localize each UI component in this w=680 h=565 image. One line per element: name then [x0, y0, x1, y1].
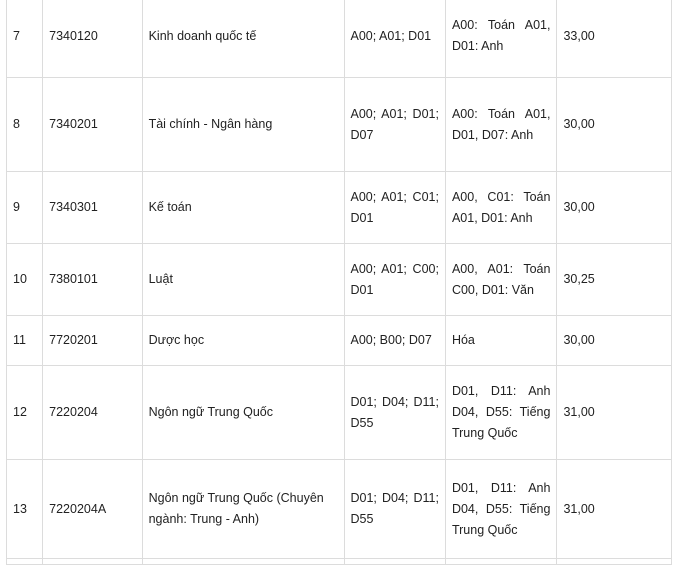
empty-cell	[344, 559, 445, 565]
empty-cell	[445, 559, 557, 565]
subject-combination-cell: A00; A01; C01; D01	[344, 172, 445, 244]
subject-combination-cell: A00; A01; D01; D07	[344, 78, 445, 172]
admissions-table	[6, 0, 672, 565]
major-code-cell: 7720201	[43, 316, 142, 366]
weighted-subject-cell: Hóa	[445, 316, 557, 366]
cutoff-score-cell: 31,00	[557, 366, 672, 460]
table-row	[7, 78, 672, 172]
weighted-subject-cell: D01, D11: Anh D04, D55: Tiếng Trung Quốc	[445, 366, 557, 460]
weighted-subject-cell: D01, D11: Anh D04, D55: Tiếng Trung Quốc	[445, 460, 557, 559]
table-row-partial	[7, 559, 672, 565]
empty-cell	[43, 559, 142, 565]
major-code-cell: 7380101	[43, 244, 142, 316]
cutoff-score-cell: 30,25	[557, 244, 672, 316]
cutoff-score-cell: 30,00	[557, 78, 672, 172]
major-code-cell: 7220204A	[43, 460, 142, 559]
table-row	[7, 316, 672, 366]
major-name-cell: Tài chính - Ngân hàng	[142, 78, 344, 172]
cutoff-score-cell: 30,00	[557, 316, 672, 366]
subject-combination-cell: D01; D04; D11; D55	[344, 460, 445, 559]
row-number-cell: 7	[7, 0, 43, 78]
weighted-subject-cell: A00, A01: Toán C00, D01: Văn	[445, 244, 557, 316]
table-row	[7, 244, 672, 316]
empty-cell	[142, 559, 344, 565]
major-code-cell: 7220204	[43, 366, 142, 460]
table-row	[7, 172, 672, 244]
cutoff-score-cell: 30,00	[557, 172, 672, 244]
subject-combination-cell: A00; B00; D07	[344, 316, 445, 366]
row-number-cell: 11	[7, 316, 43, 366]
major-name-cell: Ngôn ngữ Trung Quốc (Chuyên ngành: Trung - Anh)	[142, 460, 344, 559]
subject-combination-cell: A00; A01; C00; D01	[344, 244, 445, 316]
weighted-subject-cell: A00: Toán A01, D01: Anh	[445, 0, 557, 78]
row-number-cell: 10	[7, 244, 43, 316]
major-code-cell: 7340201	[43, 78, 142, 172]
cutoff-score-cell: 33,00	[557, 0, 672, 78]
major-name-cell: Luật	[142, 244, 344, 316]
row-number-cell: 8	[7, 78, 43, 172]
major-name-cell: Kế toán	[142, 172, 344, 244]
cutoff-score-cell: 31,00	[557, 460, 672, 559]
empty-cell	[557, 559, 672, 565]
subject-combination-cell: D01; D04; D11; D55	[344, 366, 445, 460]
major-name-cell: Kinh doanh quốc tế	[142, 0, 344, 78]
major-name-cell: Dược học	[142, 316, 344, 366]
major-code-cell: 7340301	[43, 172, 142, 244]
major-name-cell: Ngôn ngữ Trung Quốc	[142, 366, 344, 460]
major-code-cell: 7340120	[43, 0, 142, 78]
table-row	[7, 460, 672, 559]
table-row	[7, 0, 672, 78]
row-number-cell: 13	[7, 460, 43, 559]
table-row	[7, 366, 672, 460]
subject-combination-cell: A00; A01; D01	[344, 0, 445, 78]
weighted-subject-cell: A00, C01: Toán A01, D01: Anh	[445, 172, 557, 244]
row-number-cell: 12	[7, 366, 43, 460]
empty-cell	[7, 559, 43, 565]
row-number-cell: 9	[7, 172, 43, 244]
weighted-subject-cell: A00: Toán A01, D01, D07: Anh	[445, 78, 557, 172]
